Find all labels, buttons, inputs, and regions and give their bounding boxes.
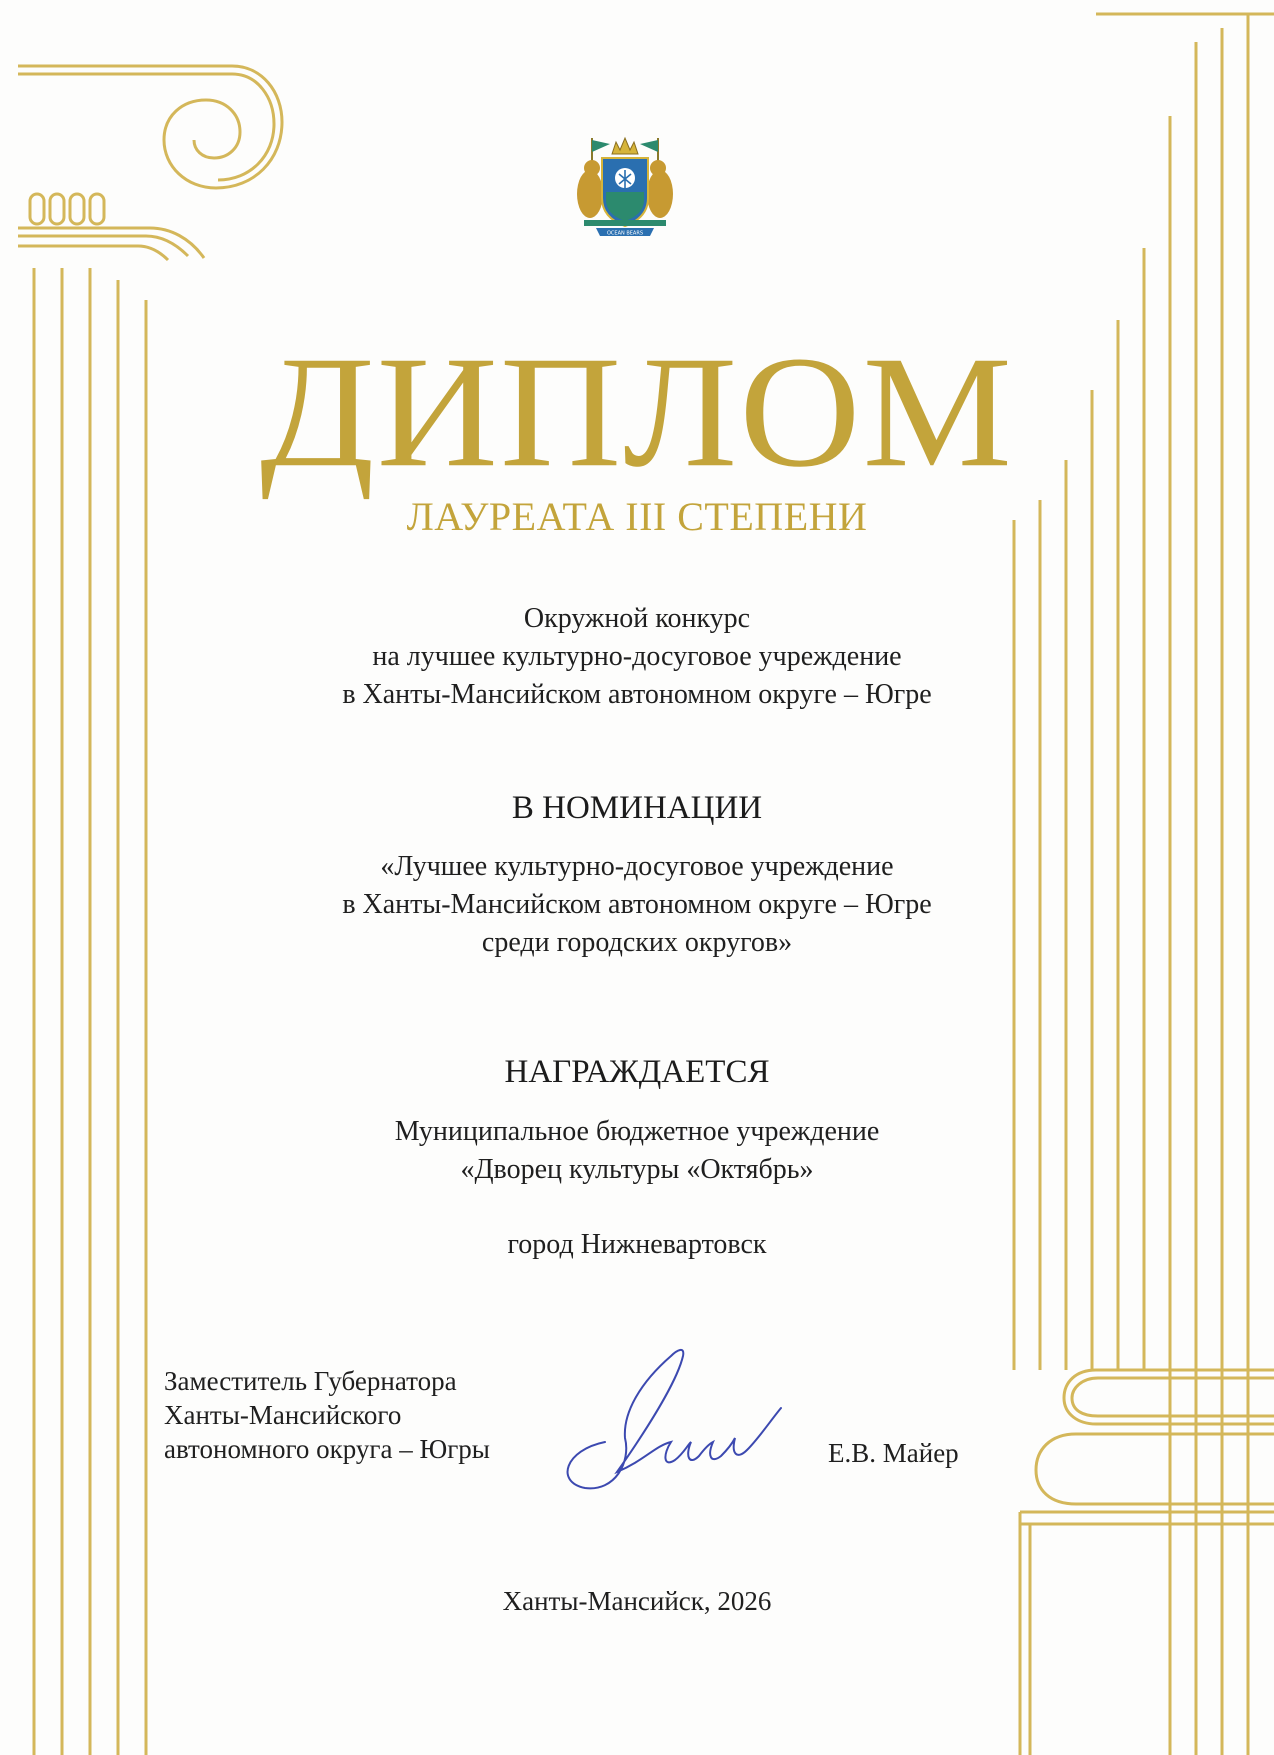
awardee-line: «Дворец культуры «Октябрь» xyxy=(460,1154,814,1185)
handwritten-signature-icon xyxy=(545,1342,805,1512)
svg-text:OCEAN BEARS: OCEAN BEARS xyxy=(607,230,643,237)
contest-line: на лучшее культурно-досуговое учреждение xyxy=(372,641,902,672)
diploma-title: ДИПЛОМ xyxy=(260,323,1014,501)
nomination-line: в Ханты-Мансийском автономном округе – Югре xyxy=(342,889,932,920)
signatory-name: Е.В. Майер xyxy=(828,1438,959,1468)
diploma-subtitle: ЛАУРЕАТА III СТЕПЕНИ xyxy=(406,494,868,539)
coat-of-arms-icon xyxy=(570,132,680,242)
contest-description xyxy=(0,600,1274,714)
awardee-line: Муниципальное бюджетное учреждение xyxy=(394,1116,880,1147)
signatory-position-line: автономного округа – Югры xyxy=(164,1434,490,1464)
signatory-position xyxy=(164,1364,490,1466)
award-heading: НАГРАЖДАЕТСЯ xyxy=(504,1054,770,1090)
nomination-heading: В НОМИНАЦИИ xyxy=(511,790,763,826)
signatory-position-line: Заместитель Губернатора xyxy=(164,1366,457,1396)
place-date: Ханты-Мансийск, 2026 xyxy=(502,1586,772,1616)
contest-line: в Ханты-Мансийском автономном округе – Югре xyxy=(342,679,932,710)
nomination-text xyxy=(0,848,1274,962)
contest-line: Окружной конкурс xyxy=(523,603,751,634)
awardee-organization xyxy=(0,1113,1274,1189)
left-column-capital-icon xyxy=(18,66,282,260)
signatory-position-line: Ханты-Мансийского xyxy=(164,1400,402,1430)
nomination-line: «Лучшее культурно-досуговое учреждение xyxy=(380,851,894,882)
awardee-city: город Нижневартовск xyxy=(507,1229,767,1260)
nomination-line: среди городских округов» xyxy=(481,927,793,958)
right-column-base-icon xyxy=(1020,1370,1274,1755)
